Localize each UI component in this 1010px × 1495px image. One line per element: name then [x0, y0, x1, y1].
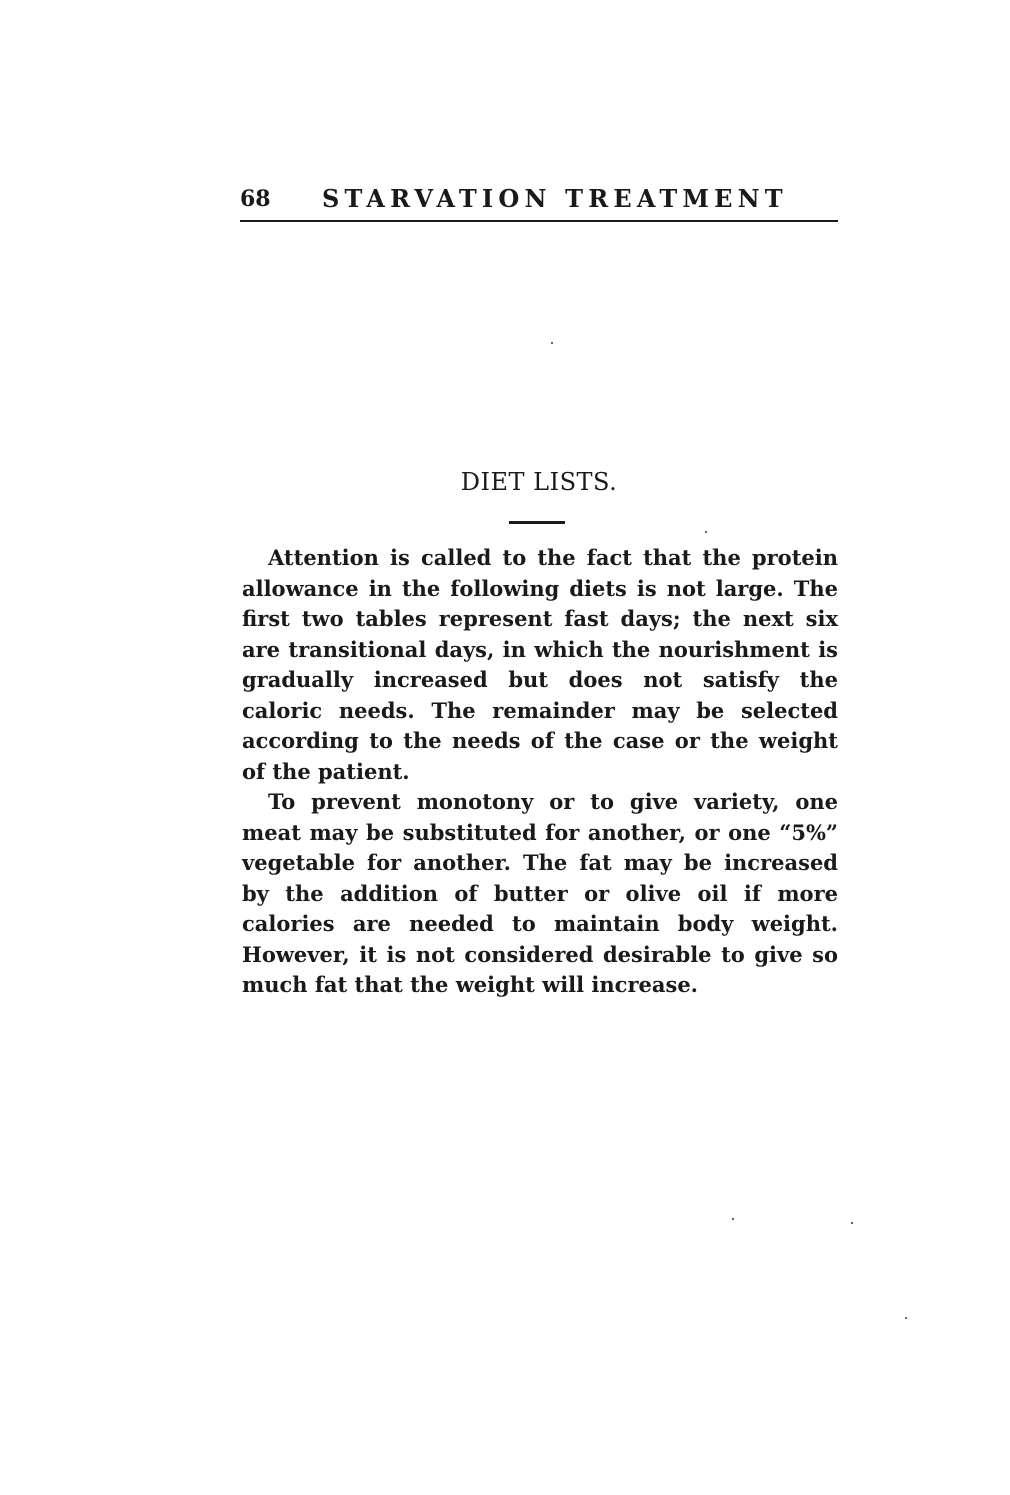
- paragraph-protein-allowance: Attention is called to the fact that the protein allowance in the following diets is not large. The first two tables represent fast days; the next six are transitional days, in which the nourishment is gradually increased but does not satisfy the caloric needs. The remainder may be selected according to the needs of the case or the weight of the patient.: [242, 545, 838, 784]
- running-title: STARVATION TREATMENT: [322, 184, 788, 213]
- print-speck: [851, 1222, 853, 1224]
- paragraph-variety: To prevent monotony or to give variety, one meat may be substituted for another, or one “5%” vegetable for another. The fat may be increased by the addition of butter or olive oil if more calories are needed to maintain body weight. However, it is not considered desirable to give so much fat that the weight will increase.: [242, 789, 838, 997]
- print-speck: [732, 1218, 734, 1220]
- print-speck: [551, 342, 553, 344]
- heading-rule: [509, 521, 565, 524]
- body-text: [242, 543, 838, 1001]
- running-header: [240, 184, 838, 222]
- print-speck: [905, 1317, 907, 1319]
- print-speck: [705, 531, 707, 533]
- page-number: 68: [240, 186, 271, 212]
- section-heading: DIET LISTS.: [460, 468, 618, 496]
